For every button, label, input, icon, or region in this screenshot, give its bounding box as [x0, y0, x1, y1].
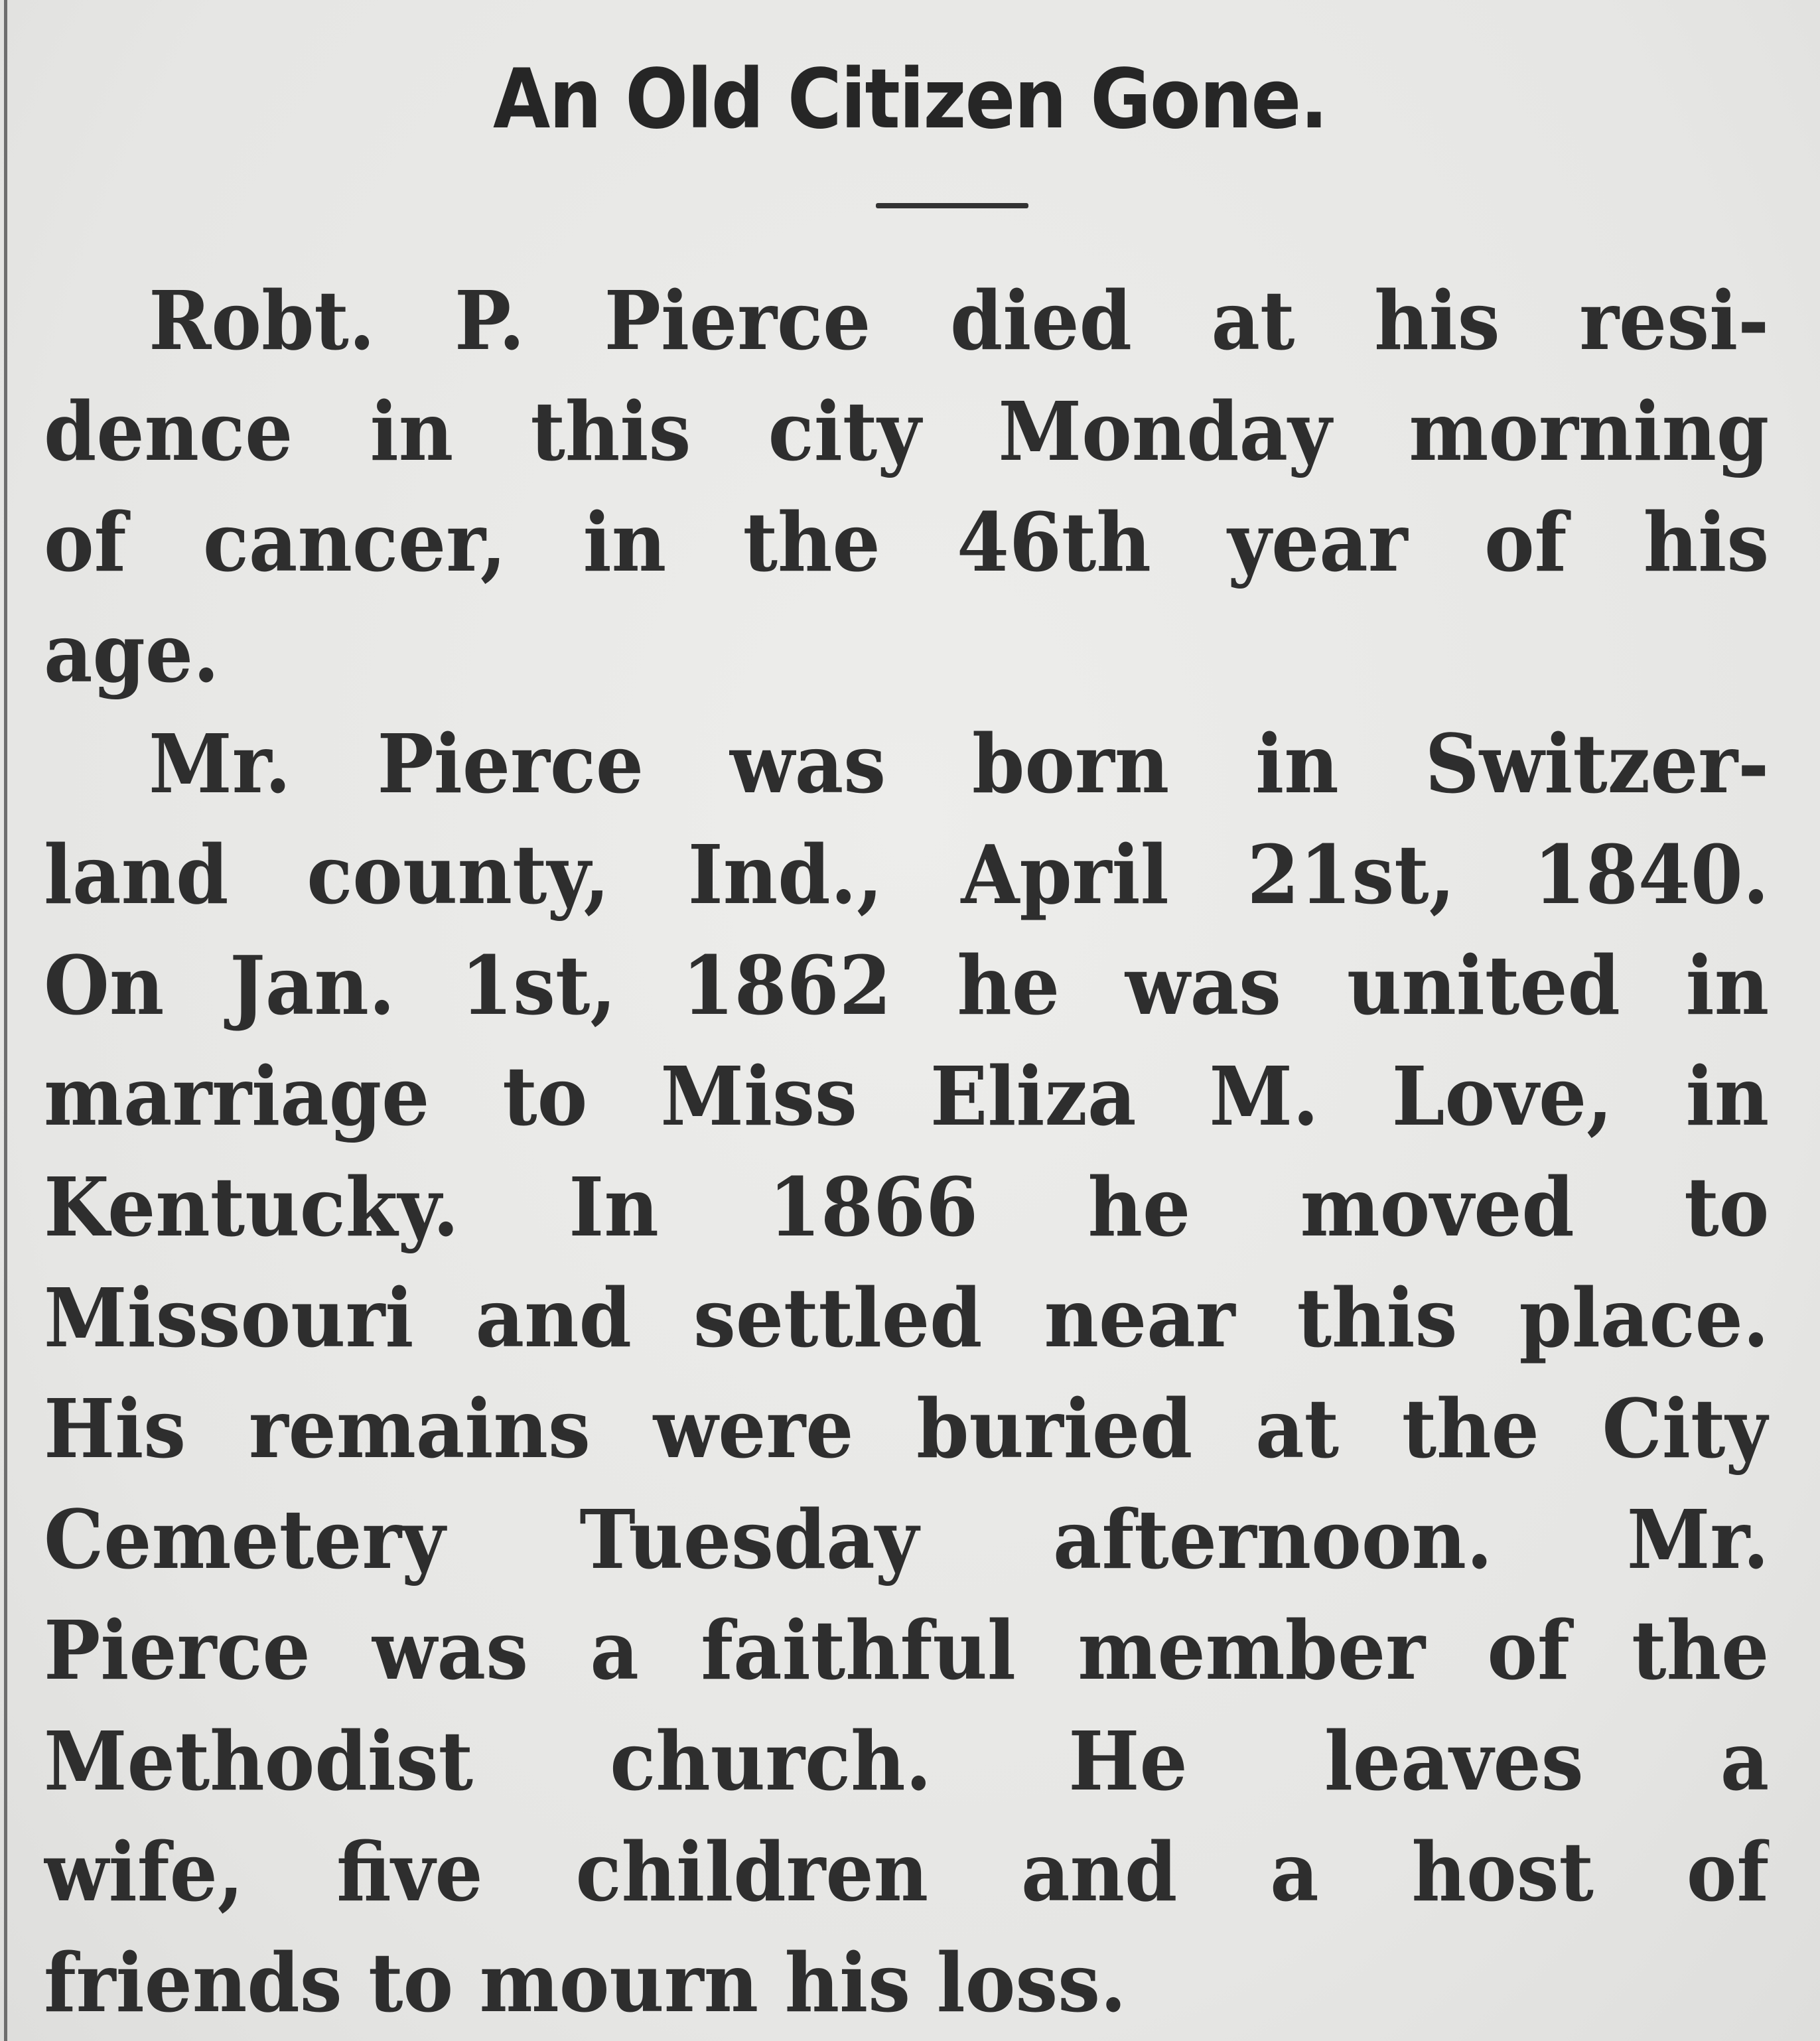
- article-line: On Jan. 1st, 1862 he was united in: [44, 938, 1770, 1033]
- article-line: His remains were buried at the City: [44, 1381, 1770, 1476]
- article-line: Missouri and settled near this place.: [44, 1270, 1770, 1366]
- article-line: age.: [44, 605, 220, 701]
- article-line: Robt. P. Pierce died at his resi-: [149, 273, 1770, 368]
- article-line: Methodist church. He leaves a: [44, 1713, 1770, 1809]
- article-line: of cancer, in the 46th year of his: [44, 494, 1770, 590]
- article-line: marriage to Miss Eliza M. Love, in: [44, 1048, 1770, 1144]
- article-line: Cemetery Tuesday afternoon. Mr.: [44, 1492, 1770, 1587]
- article-line: Kentucky. In 1866 he moved to: [44, 1159, 1770, 1255]
- article-line: wife, five children and a host of: [44, 1824, 1770, 1920]
- article-line: friends to mourn his loss.: [44, 1935, 1127, 2030]
- article-body: [44, 265, 1769, 2038]
- article-line: Mr. Pierce was born in Switzer-: [149, 716, 1770, 811]
- article-line: Pierce was a faithful member of the: [44, 1602, 1770, 1698]
- article-line: dence in this city Monday morning: [44, 384, 1770, 479]
- column-rule: [4, 0, 7, 2041]
- headline-separator: [876, 203, 1028, 208]
- article-line: land county, Ind., April 21st, 1840.: [44, 827, 1770, 922]
- article-headline: An Old Citizen Gone.: [492, 52, 1328, 147]
